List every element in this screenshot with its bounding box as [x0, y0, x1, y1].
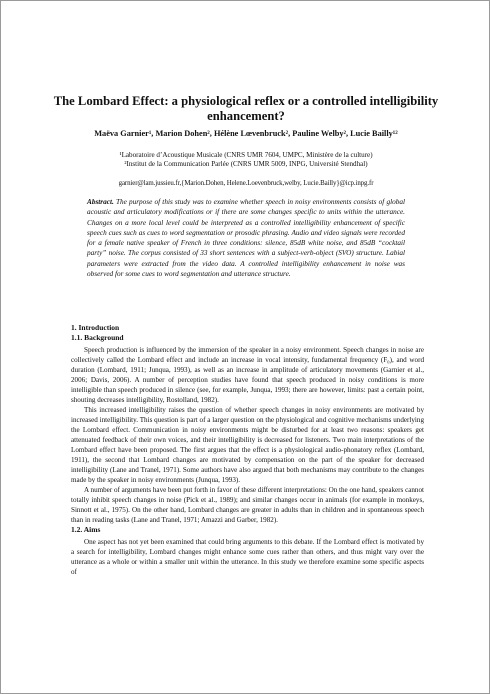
affiliation-1: ¹Laboratoire d’Acoustique Musicale (CNRS UMR 7604, UMPC, Ministère de la culture)	[119, 151, 373, 159]
abstract	[87, 197, 405, 279]
author-list: Maëva Garnier¹, Marion Dohen², Hélène Lœvenbruck², Pauline Welby², Lucie Bailly¹²	[94, 129, 398, 138]
affiliations	[41, 151, 451, 169]
paragraph: A number of arguments have been put forth in favor of these different interpretations: On the one hand, speakers cannot totally inhibit speech changes in noise (Pick et al., 1989); and similar changes occur in animals (for example in monkeys, Sinnott et al., 1975). On the other hand, Lombard changes are greater in adults than in children and in spontaneous speech than in reading tasks (Lane and Tranel, 1971; Amazzi and Garber, 1982).	[71, 486, 424, 524]
affiliation-2: ²Institut de la Communication Parlée (CNRS UMR 5009, INPG, Université Stendhal)	[124, 160, 368, 168]
section-heading-introduction: 1. Introduction	[71, 323, 120, 332]
subsection-heading-aims: 1.2. Aims	[71, 525, 101, 534]
paper-title: The Lombard Effect: a physiological reflex or a controlled intelligibility enhancement?	[53, 94, 439, 123]
abstract-text: The purpose of this study was to examine whether speech in noisy environments consists of global acoustic and articulatory modifications or if there are some changes specific to units within the utterance. Changes on a more local level could be interpreted as a controlled intelligibility enhancement of specific speech cues such as cues to word segmentation or prosodic phrasing. Audio and video signals were recorded for a female native speaker of French in three conditions: silence, 85dB white noise, and 85dB “cocktail party” noise. The corpus consisted of 33 short sentences with a subject-verb-object (SVO) structure. Labial parameters were extracted from the video data. A controlled intelligibility enhancement in noise was observed for some cues to word segmentation and utterance structure.	[87, 198, 405, 279]
paragraph: One aspect has not yet been examined that could bring arguments to this debate. If the Lombard effect is motivated by a search for intelligibility, Lombard changes might enhance some cues rather than others, and thus might vary over the utterance as a whole or within a smaller unit within the utterance. In this study we therefore examine some specific aspects of	[71, 538, 424, 576]
paragraph: Speech production is influenced by the immersion of the speaker in a noisy environment. Speech changes in noise are collectively called the Lombard effect and include an increase in vocal intensity, fundamental frequency (F₀), and word duration (Lombard, 1911; Junqua, 1993), as well as an increase in amplitude of articulatory movements (Garnier et al., 2006; Davis, 2006). A number of perception studies have found that speech produced in noisy conditions is more intelligible than speech produced in silence (see, for example, Junqua, 1993; there are however, limits: past a certain point, shouting decreases intelligibility, Rostolland, 1982).	[71, 346, 424, 404]
body-text	[71, 323, 424, 577]
abstract-label: Abstract.	[87, 198, 114, 206]
subsection-heading-background: 1.1. Background	[71, 333, 124, 342]
author-emails: garnier@lam.jussieu.fr,{Marion.Dohen, Helene.Loevenbruck,welby, Lucie.Bailly}@icp.inpg.fr	[118, 180, 374, 187]
paragraph: This increased intelligibility raises the question of whether speech changes in noisy environments are motivated by increased intelligibility. This question is part of a larger question on the physiological and cognitive mechanisms underlying the Lombard effect. Communication in noisy environments might be disturbed for at least two reasons: speakers get attenuated feedback of their own voices, and their intelligibility is decreased for listeners. Two main interpretations of the Lombard effect have been proposed. The first argues that the effect is a physiological audio-phonatory reflex (Lombard, 1911), the second that Lombard changes are motivated by compensation on the part of the speaker for decreased intelligibility (Lane and Tranel, 1971). Some authors have also argued that both mechanisms may contribute to the changes made by the speaker in noisy environments (Junqua, 1993).	[71, 406, 424, 484]
